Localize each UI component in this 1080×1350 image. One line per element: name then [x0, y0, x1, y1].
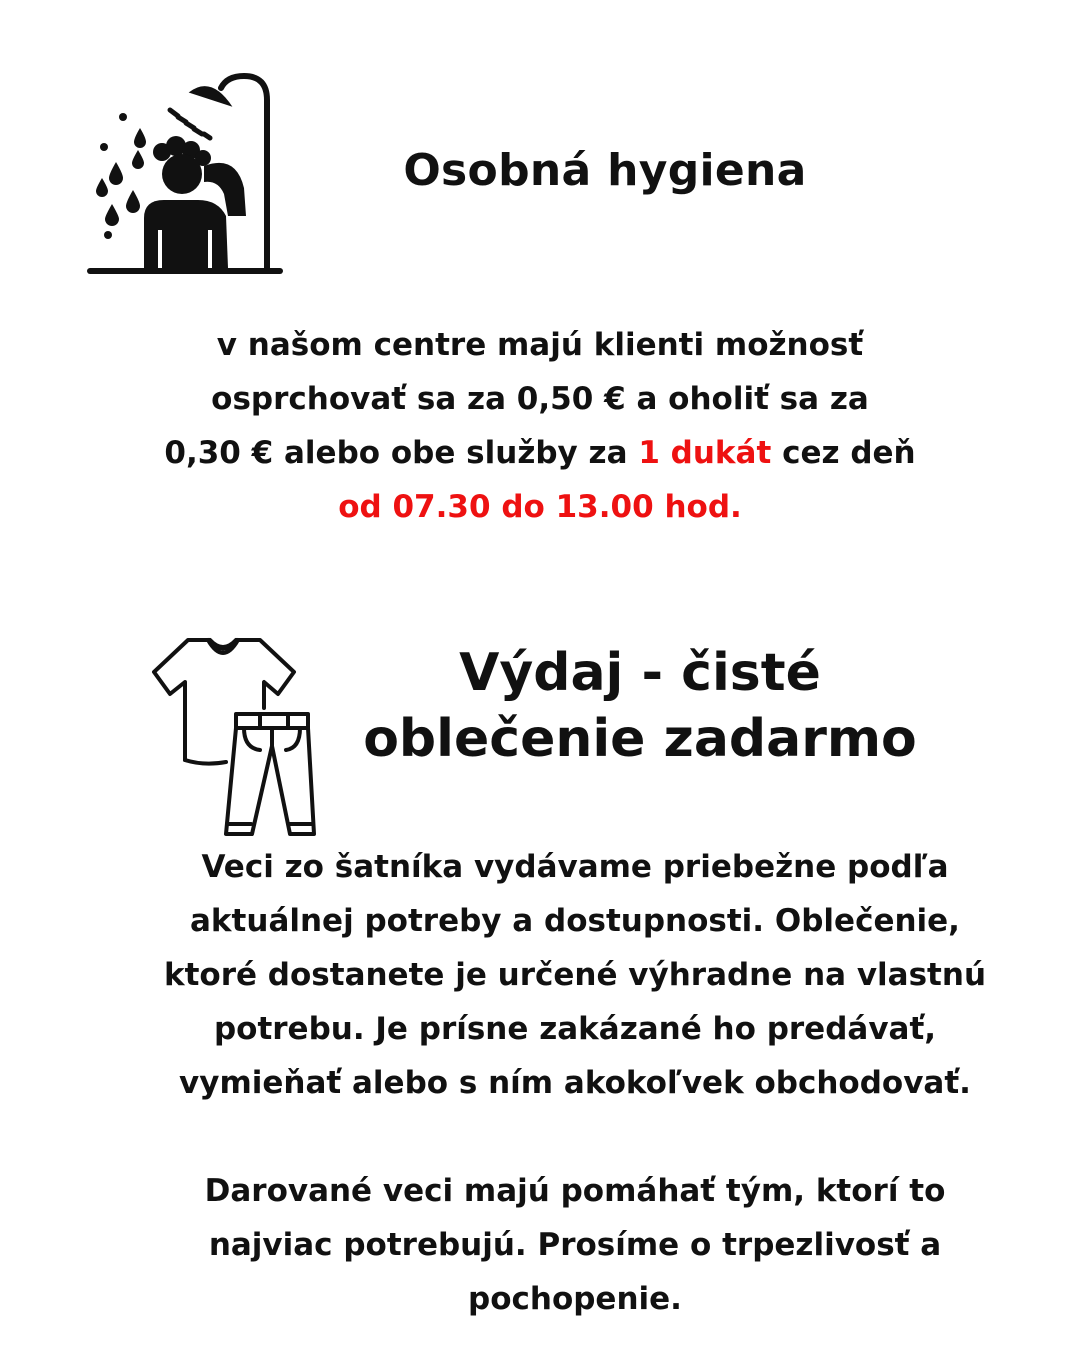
clothes-p2-line: najviac potrebujú. Prosíme o trpezlivosť a: [208, 1227, 942, 1263]
clothes-p1-line: vymieňať alebo s ním akokoľvek obchodovať.: [179, 1065, 971, 1101]
clothes-description: [100, 840, 1050, 1326]
hygiene-line-3-end: cez deň: [771, 435, 916, 471]
opening-hours: od 07.30 do 13.00 hod.: [338, 489, 742, 525]
hygiene-title: Osobná hygiena: [403, 145, 807, 196]
hygiene-line-2: osprchovať sa za 0,50 € a oholiť sa za: [211, 381, 869, 417]
clothes-p1-line: potrebu. Je prísne zakázané ho predávať,: [213, 1011, 937, 1047]
clothes-title-line-1: Výdaj - čisté: [459, 643, 821, 703]
hygiene-line-3: [80, 426, 1000, 480]
clothes-paragraph-2: [100, 1164, 1050, 1326]
hygiene-line-1: v našom centre majú klienti možnosť: [216, 327, 864, 363]
clothes-paragraph-1: [100, 840, 1050, 1110]
shower-person-icon: [86, 70, 286, 280]
clothes-title-line-2: oblečenie zadarmo: [363, 709, 917, 769]
hygiene-description: [80, 318, 1000, 534]
clothes-p1-line: aktuálnej potreby a dostupnosti. Oblečenie,: [190, 903, 960, 939]
clothes-p2-line: Darované veci majú pomáhať tým, ktorí to: [204, 1173, 946, 1209]
price-highlight: 1 dukát: [638, 435, 772, 471]
clothes-title: [340, 640, 940, 772]
clothes-p1-line: ktoré dostanete je určené výhradne na vlastnú: [163, 957, 987, 993]
hygiene-line-3-start: 0,30 € alebo obe služby za: [164, 435, 639, 471]
clothes-p1-line: Veci zo šatníka vydávame priebežne podľa: [201, 849, 949, 885]
clothes-shirt-trousers-icon: [148, 632, 323, 844]
clothes-p2-line: pochopenie.: [468, 1281, 682, 1317]
